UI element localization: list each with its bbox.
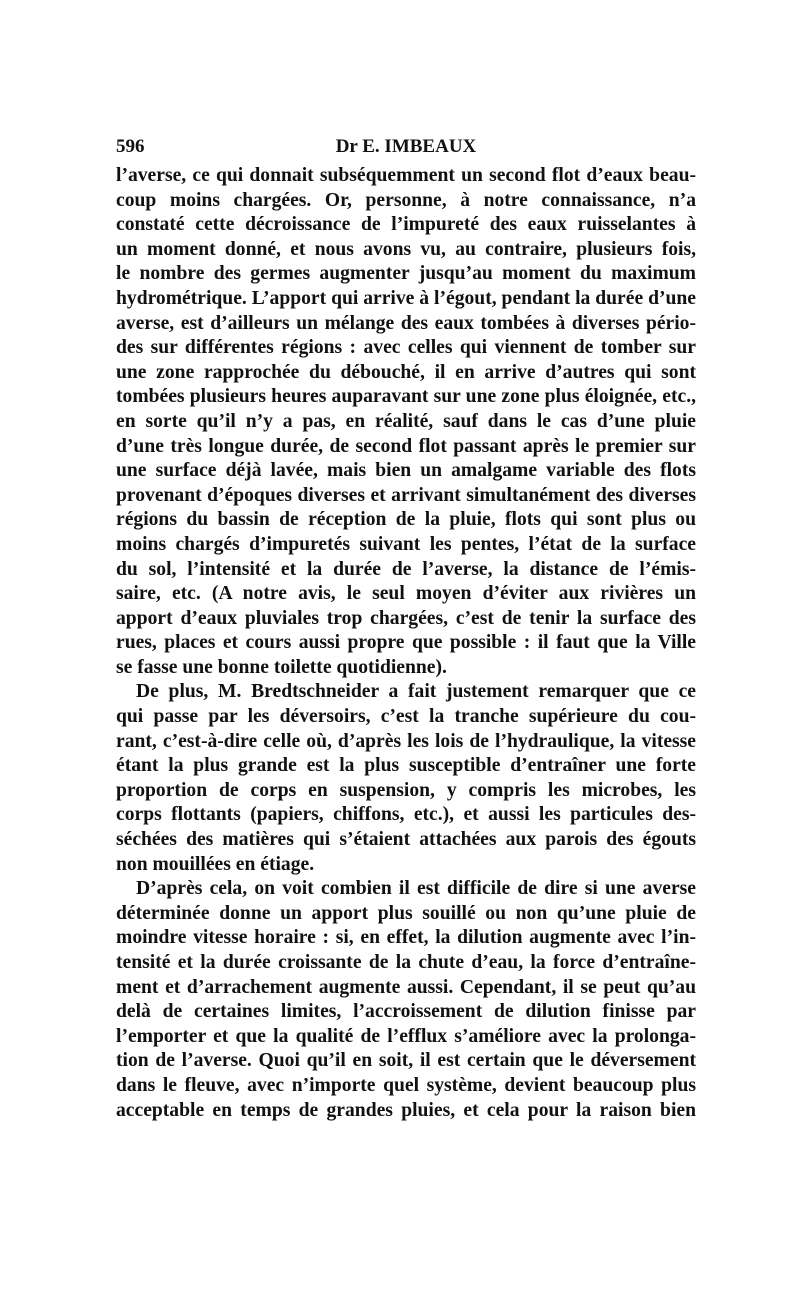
text-line: De plus, M. Bredtschneider a fait justement remarquer que ce [136,681,696,703]
text-line: étant la plus grande est la plus susceptible d’entraîner une forte [116,755,696,777]
text-line: le nombre des germes augmenter jusqu’au moment du maximum [116,263,696,285]
text-line: une surface déjà lavée, mais bien un amalgame variable des flots [116,460,696,482]
text-line: D’après cela, on voit combien il est difficile de dire si une averse [136,878,696,900]
text-line: tensité et la durée croissante de la chute d’eau, la force d’entraîne- [116,952,696,973]
text-line: moins chargés d’impuretés suivant les pentes, l’état de la surface [116,533,696,555]
text-line: hydrométrique. L’apport qui arrive à l’égout, pendant la durée d’une [116,287,696,309]
page-number: 596 [116,136,145,157]
text-line: séchées des matières qui s’étaient attachées aux parois des égouts [116,829,696,851]
text-line: en sorte qu’il n’y a pas, en réalité, sauf dans le cas d’une pluie [116,410,696,432]
text-line: averse, est d’ailleurs un mélange des eaux tombées à diverses pério- [116,312,696,334]
text-line: d’une très longue durée, de second flot passant après le premier sur [116,435,696,457]
text-line: un moment donné, et nous avons vu, au contraire, plusieurs fois, [116,238,696,260]
text-line: rues, places et cours aussi propre que possible : il faut que la Ville [116,632,696,654]
text-line: régions du bassin de réception de la pluie, flots qui sont plus ou [116,509,696,531]
text-line: saire, etc. (A notre avis, le seul moyen d’éviter aux rivières un [116,583,696,605]
running-head: Dr E. IMBEAUX [335,136,477,157]
text-line: une zone rapprochée du débouché, il en arrive d’autres qui sont [116,361,696,383]
text-line: se fasse une bonne toilette quotidienne). [116,656,447,678]
text-line: rant, c’est-à-dire celle où, d’après les lois de l’hydraulique, la vitesse [116,730,696,752]
text-line: acceptable en temps de grandes pluies, et cela pour la raison bien [116,1099,696,1121]
text-line: provenant d’époques diverses et arrivant simultanément des diverses [116,484,696,506]
text-line: des sur différentes régions : avec celles qui viennent de tomber sur [116,337,696,359]
text-line: déterminée donne un apport plus souillé ou non qu’une pluie de [116,902,696,924]
body-text [116,164,696,1123]
text-line: delà de certaines limites, l’accroissement de dilution finisse par [116,1001,696,1023]
text-line: moindre vitesse horaire : si, en effet, la dilution augmente avec l’in- [116,927,696,949]
text-line: tombées plusieurs heures auparavant sur une zone plus éloignée, etc., [116,386,696,408]
text-line: ment et d’arrachement augmente aussi. Cependant, il se peut qu’au [116,976,696,998]
text-line: corps flottants (papiers, chiffons, etc.), et aussi les particules des- [116,804,696,826]
page-header [116,136,696,162]
text-line: du sol, l’intensité et la durée de l’averse, la distance de l’émis- [116,558,696,580]
text-line: dans le fleuve, avec n’importe quel système, devient beaucoup plus [116,1074,696,1096]
text-line: tion de l’averse. Quoi qu’il en soit, il est certain que le déversement [116,1050,696,1072]
text-line: proportion de corps en suspension, y compris les microbes, les [116,779,696,801]
text-line: coup moins chargées. Or, personne, à notre connaissance, n’a [116,189,696,211]
text-line: constaté cette décroissance de l’impureté des eaux ruisselantes à [116,214,696,236]
text-line: l’emporter et que la qualité de l’efflux s’améliore avec la prolonga- [116,1025,696,1047]
text-line: non mouillées en étiage. [116,853,315,875]
text-line: apport d’eaux pluviales trop chargées, c’est de tenir la surface des [116,607,696,629]
text-line: qui passe par les déversoirs, c’est la tranche supérieure du cou- [116,706,696,728]
text-line: l’averse, ce qui donnait subséquemment un second flot d’eaux beau- [116,165,696,186]
